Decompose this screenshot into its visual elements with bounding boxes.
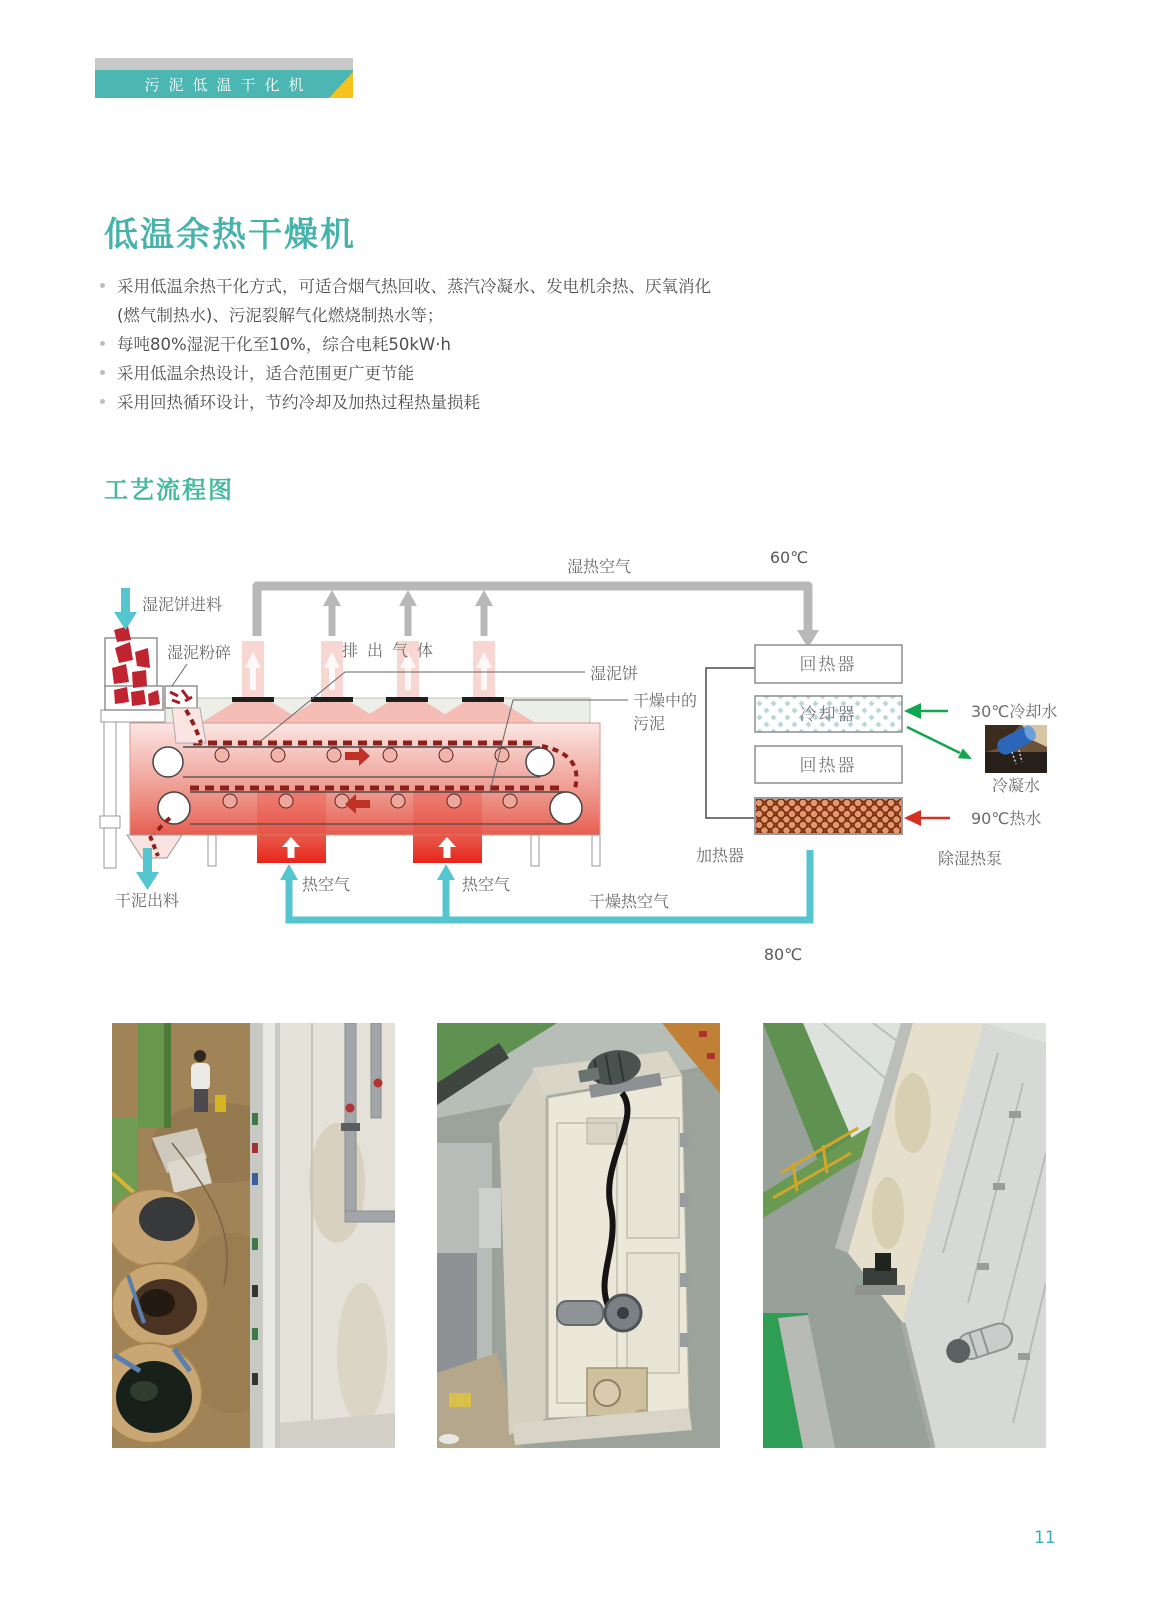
belt-pulley <box>153 747 183 777</box>
feed-arrow-icon <box>114 588 137 630</box>
label-heat-pump: 除湿热泵 <box>938 849 1003 868</box>
exhaust-up-arrows <box>323 590 493 636</box>
bullet-dot <box>100 283 105 288</box>
corner-triangle-icon <box>329 72 353 98</box>
condensate-arrow <box>907 727 960 753</box>
label-wet-hot-air: 湿热空气 <box>567 557 632 576</box>
hot-air-glow <box>413 790 482 835</box>
label-dry-hot-air: 干燥热空气 <box>589 892 670 911</box>
label-heater: 加热器 <box>695 846 745 865</box>
page-title: 低温余热干燥机 <box>104 214 356 255</box>
photo-dryer-overhead <box>763 1023 1046 1448</box>
label-wet-cake: 湿泥饼 <box>590 664 639 683</box>
header-tab-gray-bar <box>95 58 353 70</box>
feature-item <box>100 272 740 330</box>
label-hot-air-2: 热空气 <box>462 875 511 894</box>
leader-crusher <box>172 664 187 686</box>
hot-air-inlet-ports <box>257 835 482 863</box>
label-crush: 湿泥粉碎 <box>167 643 232 662</box>
flow-section-title: 工艺流程图 <box>104 476 234 504</box>
condensate-arrowhead-icon <box>958 748 972 759</box>
label-cooler: 冷却器 <box>799 705 857 725</box>
label-hot-air-1: 热空气 <box>302 875 351 894</box>
label-feed: 湿泥饼进料 <box>142 595 223 614</box>
heater-box <box>755 798 902 834</box>
sludge-crusher <box>165 686 197 708</box>
label-condensate: 冷凝水 <box>991 776 1041 795</box>
belt-pulley <box>526 748 554 776</box>
label-drying-1: 干燥中的 <box>633 691 698 710</box>
duct-arrowhead-icon <box>280 864 298 880</box>
label-recuperator-1: 回热器 <box>799 655 857 675</box>
exhaust-air-pipe <box>257 586 808 636</box>
yellow-cart <box>215 1095 226 1112</box>
label-cooling-water: 30℃冷却水 <box>971 702 1058 721</box>
bullet-dot <box>100 399 105 404</box>
label-hot-water: 90℃热水 <box>971 809 1042 828</box>
header-tab <box>95 58 353 98</box>
label-80c: 80℃ <box>763 945 803 964</box>
feature-line: 采用回热循环设计，节约冷却及加热过程热量损耗 <box>117 393 480 412</box>
label-recuperator-2: 回热器 <box>799 756 857 776</box>
cooling-water-arrowhead-icon <box>904 703 921 719</box>
bullet-dot <box>100 341 105 346</box>
duct-arrowhead-icon <box>437 864 455 880</box>
label-discharge: 干泥出料 <box>115 891 180 910</box>
photo-site-overview <box>112 1023 395 1448</box>
label-60c: 60℃ <box>769 548 809 567</box>
feature-item <box>100 359 740 388</box>
process-flow-diagram <box>95 535 1070 965</box>
photo-dryer-cabinet <box>437 1023 720 1448</box>
feature-line: 采用低温余热设计，适合范围更广更节能 <box>117 364 414 383</box>
green-column <box>138 1023 168 1128</box>
feature-item <box>100 330 740 359</box>
feature-list <box>100 272 740 417</box>
exchanger-connector-line <box>706 668 755 818</box>
label-exhaust-gas: 排出气体 <box>342 641 443 660</box>
sludge-bags <box>112 1189 208 1443</box>
chimney <box>242 641 264 698</box>
bullet-dot <box>100 370 105 375</box>
feature-line: (燃气制热水)、污泥裂解气化燃烧制热水等； <box>117 306 444 325</box>
feature-line: 采用低温余热干化方式，可适合烟气热回收、蒸汽冷凝水、发电机余热、厌氧消化 <box>117 277 711 296</box>
feature-line: 每吨80%湿泥干化至10%，综合电耗50kW·h <box>117 335 451 354</box>
feature-item <box>100 388 740 417</box>
hot-water-arrowhead-icon <box>904 810 921 826</box>
page-number: 11 <box>1034 1528 1056 1548</box>
chimney <box>473 641 495 698</box>
belt-pulley <box>550 792 582 824</box>
header-tab-teal-bar <box>95 70 353 98</box>
header-tab-label: 污泥低温干化机 <box>144 75 313 94</box>
condensate-photo <box>985 723 1047 773</box>
belt-pulley <box>158 792 190 824</box>
label-drying-2: 污泥 <box>633 714 666 733</box>
